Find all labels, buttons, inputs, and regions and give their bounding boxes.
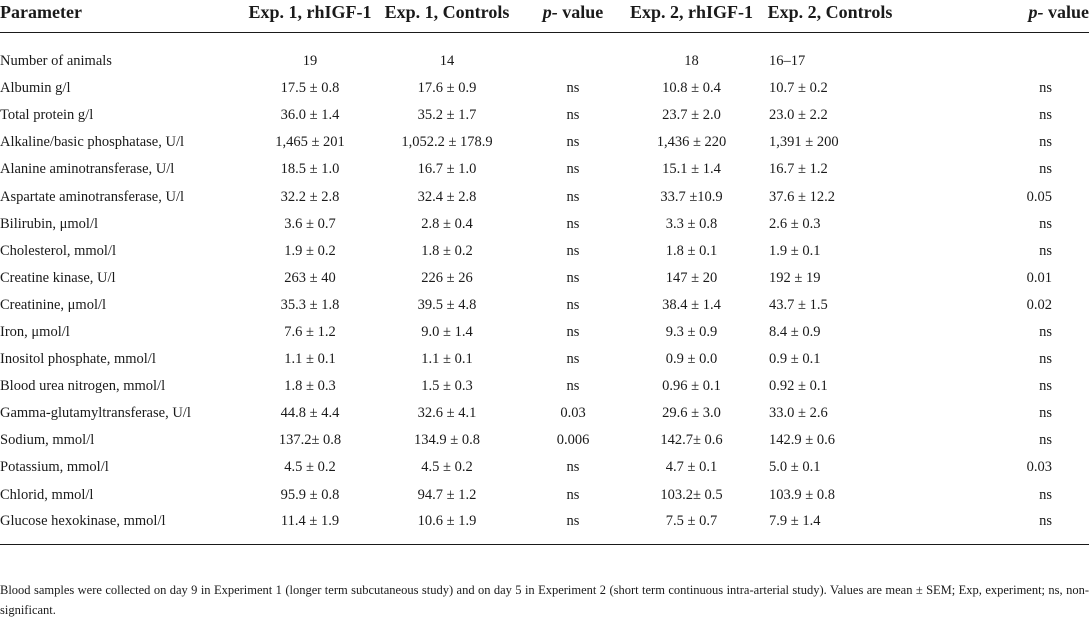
cell-exp1-controls: 2.8 ± 0.4	[421, 215, 473, 232]
cell-exp2-pvalue: ns	[1039, 242, 1052, 259]
cell-exp1-controls: 39.5 ± 4.8	[417, 296, 477, 313]
table-row	[0, 156, 1089, 183]
cell-exp1-pvalue: ns	[566, 269, 580, 286]
cell-exp1-pvalue: ns	[566, 80, 580, 97]
cell-exp1-rhigf1: 18.5 ± 1.0	[280, 161, 340, 178]
cell-exp1-controls: 32.6 ± 4.1	[417, 405, 477, 422]
cell-exp2-rhigf1: 9.3 ± 0.9	[665, 323, 718, 340]
cell-exp2-pvalue: 0.02	[1026, 296, 1052, 313]
cell-param: Blood urea nitrogen, mmol/l	[0, 378, 166, 395]
cell-exp2-controls: 192 ± 19	[769, 269, 821, 286]
cell-exp1-pvalue: ns	[566, 486, 580, 503]
cell-exp1-rhigf1: 32.2 ± 2.8	[280, 188, 340, 205]
header-exp1-pvalue: p- value	[522, 0, 624, 32]
cell-exp1-pvalue: ns	[566, 351, 580, 368]
cell-exp1-rhigf1: 7.6 ± 1.2	[284, 323, 336, 340]
cell-exp1-controls: 14	[439, 53, 455, 70]
cell-exp2-rhigf1: 10.8 ± 0.4	[662, 80, 721, 97]
cell-exp1-controls: 94.7 ± 1.2	[417, 486, 477, 503]
header-row	[0, 0, 1089, 32]
table-row	[0, 373, 1089, 400]
cell-param: Albumin g/l	[0, 80, 71, 97]
cell-exp2-controls: 0.92 ± 0.1	[769, 378, 828, 395]
cell-exp2-pvalue: ns	[1039, 161, 1052, 178]
table-row	[0, 183, 1089, 210]
table-row	[0, 238, 1089, 265]
cell-exp1-pvalue: 0.03	[560, 405, 586, 422]
table-row	[0, 211, 1089, 238]
table-body	[0, 32, 1089, 544]
cell-exp1-controls: 10.6 ± 1.9	[372, 509, 522, 545]
cell-exp1-pvalue: ns	[566, 242, 580, 259]
cell-exp2-controls: 7.9 ± 1.4	[759, 509, 901, 545]
cell-exp1-rhigf1: 95.9 ± 0.8	[280, 486, 340, 503]
cell-exp1-pvalue: ns	[566, 161, 580, 178]
cell-exp2-pvalue: 0.01	[1026, 269, 1052, 286]
table-header	[0, 0, 1089, 32]
cell-exp2-controls: 0.9 ± 0.1	[769, 351, 821, 368]
cell-exp2-rhigf1: 18	[684, 53, 699, 70]
cell-param: Bilirubin, μmol/l	[0, 215, 99, 232]
cell-exp2-rhigf1: 4.7 ± 0.1	[665, 459, 718, 476]
cell-exp2-rhigf1: 142.7± 0.6	[660, 432, 723, 449]
cell-exp2-pvalue: ns	[1039, 80, 1052, 97]
cell-exp1-controls: 1.5 ± 0.3	[421, 378, 473, 395]
table-row	[0, 75, 1089, 102]
cell-exp1-pvalue: ns	[566, 134, 580, 151]
cell-exp1-rhigf1: 1,465 ± 201	[275, 134, 345, 151]
header-exp2-controls: Exp. 2, Controls	[759, 0, 901, 32]
cell-exp1-pvalue: ns	[566, 378, 580, 395]
cell-exp2-rhigf1: 103.2± 0.5	[660, 486, 723, 503]
table-row	[0, 48, 1089, 75]
cell-exp1-rhigf1: 1.1 ± 0.1	[284, 351, 336, 368]
cell-exp2-controls: 1.9 ± 0.1	[769, 242, 821, 259]
cell-exp1-rhigf1: 1.9 ± 0.2	[284, 242, 336, 259]
cell-param: Creatinine, μmol/l	[0, 296, 107, 313]
cell-exp2-rhigf1: 1.8 ± 0.1	[665, 242, 718, 259]
table-row	[0, 400, 1089, 427]
cell-exp2-pvalue: ns	[1039, 107, 1052, 124]
table-row	[0, 319, 1089, 346]
cell-param: Alkaline/basic phosphatase, U/l	[0, 134, 185, 151]
cell-param: Aspartate aminotransferase, U/l	[0, 188, 184, 205]
cell-exp1-rhigf1: 263 ± 40	[284, 269, 336, 286]
cell-exp2-controls: 1,391 ± 200	[769, 134, 839, 151]
cell-exp2-controls: 10.7 ± 0.2	[769, 80, 828, 97]
cell-exp2-rhigf1: 29.6 ± 3.0	[662, 405, 721, 422]
cell-exp2-pvalue: ns	[1039, 432, 1052, 449]
cell-exp2-pvalue: 0.03	[1026, 459, 1052, 476]
cell-exp2-pvalue: ns	[1039, 134, 1052, 151]
cell-exp2-pvalue: ns	[1039, 405, 1052, 422]
cell-exp1-controls: 1,052.2 ± 178.9	[401, 134, 493, 151]
cell-exp1-pvalue: 0.006	[556, 432, 590, 449]
cell-exp2-pvalue: ns	[1039, 486, 1052, 503]
cell-exp2-rhigf1: 1,436 ± 220	[656, 134, 727, 151]
cell-exp2-controls: 103.9 ± 0.8	[769, 486, 835, 503]
cell-exp1-pvalue: ns	[566, 459, 580, 476]
table-row	[0, 129, 1089, 156]
cell-exp1-pvalue: ns	[566, 215, 580, 232]
cell-exp2-rhigf1: 147 ± 20	[665, 269, 718, 286]
cell-exp1-pvalue: ns	[566, 188, 580, 205]
cell-exp1-pvalue: ns	[566, 296, 580, 313]
cell-exp1-pvalue	[522, 48, 624, 75]
header-parameter: Parameter	[0, 0, 248, 32]
cell-exp2-controls: 16.7 ± 1.2	[769, 161, 828, 178]
table-row	[0, 292, 1089, 319]
cell-param: Alanine aminotransferase, U/l	[0, 161, 175, 178]
cell-exp1-controls: 17.6 ± 0.9	[417, 80, 477, 97]
cell-param: Inositol phosphate, mmol/l	[0, 351, 156, 368]
cell-exp2-controls: 43.7 ± 1.5	[769, 296, 828, 313]
cell-exp1-rhigf1: 4.5 ± 0.2	[284, 459, 336, 476]
cell-exp2-controls: 37.6 ± 12.2	[769, 188, 835, 205]
cell-exp1-pvalue: ns	[566, 323, 580, 340]
cell-param: Creatine kinase, U/l	[0, 269, 116, 286]
cell-exp1-rhigf1: 35.3 ± 1.8	[280, 296, 340, 313]
cell-exp2-pvalue: ns	[1039, 351, 1052, 368]
cell-exp2-controls: 142.9 ± 0.6	[769, 432, 835, 449]
cell-exp1-rhigf1: 137.2± 0.8	[278, 432, 342, 449]
table-row	[0, 265, 1089, 292]
header-exp1-rhigf1: Exp. 1, rhIGF-1	[248, 0, 372, 32]
cell-exp1-rhigf1: 19	[302, 53, 318, 70]
cell-exp1-controls: 134.9 ± 0.8	[414, 432, 480, 449]
cell-exp2-controls: 23.0 ± 2.2	[769, 107, 828, 124]
cell-exp1-rhigf1: 3.6 ± 0.7	[284, 215, 336, 232]
cell-exp1-controls: 226 ± 26	[421, 269, 473, 286]
cell-param: Potassium, mmol/l	[0, 459, 109, 476]
cell-exp2-controls: 8.4 ± 0.9	[769, 323, 821, 340]
header-exp2-pvalue: p- value	[901, 0, 1089, 32]
cell-param: Cholesterol, mmol/l	[0, 242, 116, 259]
cell-exp2-rhigf1: 15.1 ± 1.4	[662, 161, 721, 178]
cell-exp2-controls: 2.6 ± 0.3	[769, 215, 821, 232]
cell-exp1-controls: 9.0 ± 1.4	[421, 323, 473, 340]
cell-exp2-pvalue	[901, 48, 1089, 75]
cell-exp2-rhigf1: 23.7 ± 2.0	[662, 107, 721, 124]
table-row	[0, 427, 1089, 454]
cell-exp1-controls: 1.8 ± 0.2	[421, 242, 473, 259]
cell-exp2-rhigf1: 7.5 ± 0.7	[624, 509, 759, 545]
cell-exp2-pvalue: ns	[901, 509, 1089, 545]
cell-exp2-rhigf1: 0.9 ± 0.0	[665, 351, 718, 368]
cell-exp1-pvalue: ns	[566, 107, 580, 124]
cell-exp1-controls: 4.5 ± 0.2	[421, 459, 473, 476]
cell-exp1-rhigf1: 17.5 ± 0.8	[280, 80, 340, 97]
cell-param: Sodium, mmol/l	[0, 432, 95, 449]
table-row	[0, 482, 1089, 509]
cell-exp1-controls: 1.1 ± 0.1	[421, 351, 473, 368]
cell-param: Iron, μmol/l	[0, 323, 70, 340]
table-row	[0, 454, 1089, 481]
header-exp1-controls: Exp. 1, Controls	[372, 0, 522, 32]
cell-exp1-controls: 35.2 ± 1.7	[417, 107, 477, 124]
cell-exp2-pvalue: ns	[1039, 215, 1052, 232]
cell-param: Glucose hexokinase, mmol/l	[0, 509, 248, 545]
cell-exp2-controls: 5.0 ± 0.1	[769, 459, 821, 476]
table-row	[0, 102, 1089, 129]
cell-exp2-pvalue: ns	[1039, 323, 1052, 340]
header-exp2-rhigf1: Exp. 2, rhIGF-1	[624, 0, 759, 32]
cell-param: Chlorid, mmol/l	[0, 486, 94, 503]
cell-exp1-rhigf1: 1.8 ± 0.3	[284, 378, 336, 395]
cell-param: Total protein g/l	[0, 107, 94, 124]
cell-param: Number of animals	[0, 53, 112, 70]
cell-exp2-rhigf1: 0.96 ± 0.1	[662, 378, 721, 395]
cell-exp2-rhigf1: 33.7 ±10.9	[660, 188, 723, 205]
cell-exp1-rhigf1: 44.8 ± 4.4	[280, 405, 340, 422]
cell-exp1-pvalue: ns	[522, 509, 624, 545]
table-footnote: Blood samples were collected on day 9 in Experiment 1 (longer term subcutaneous study) and on day 5 in Experiment 2 (short term continuous intra-arterial study). Values are mean ± SEM; Exp, experiment; ns, non-significant.	[0, 583, 1089, 617]
cell-exp1-controls: 32.4 ± 2.8	[417, 188, 477, 205]
cell-exp2-rhigf1: 3.3 ± 0.8	[665, 215, 718, 232]
cell-exp2-pvalue: 0.05	[1026, 188, 1052, 205]
table-row	[0, 509, 1089, 545]
cell-exp1-controls: 16.7 ± 1.0	[417, 161, 477, 178]
cell-exp1-rhigf1: 11.4 ± 1.9	[248, 509, 372, 545]
cell-exp2-controls: 33.0 ± 2.6	[769, 405, 828, 422]
cell-exp2-controls: 16–17	[769, 53, 806, 70]
cell-exp2-rhigf1: 38.4 ± 1.4	[662, 296, 721, 313]
table-row	[0, 346, 1089, 373]
cell-exp2-pvalue: ns	[1039, 378, 1052, 395]
cell-param: Gamma-glutamyltransferase, U/l	[0, 405, 191, 422]
header-spacer	[0, 32, 1089, 48]
cell-exp1-rhigf1: 36.0 ± 1.4	[280, 107, 340, 124]
